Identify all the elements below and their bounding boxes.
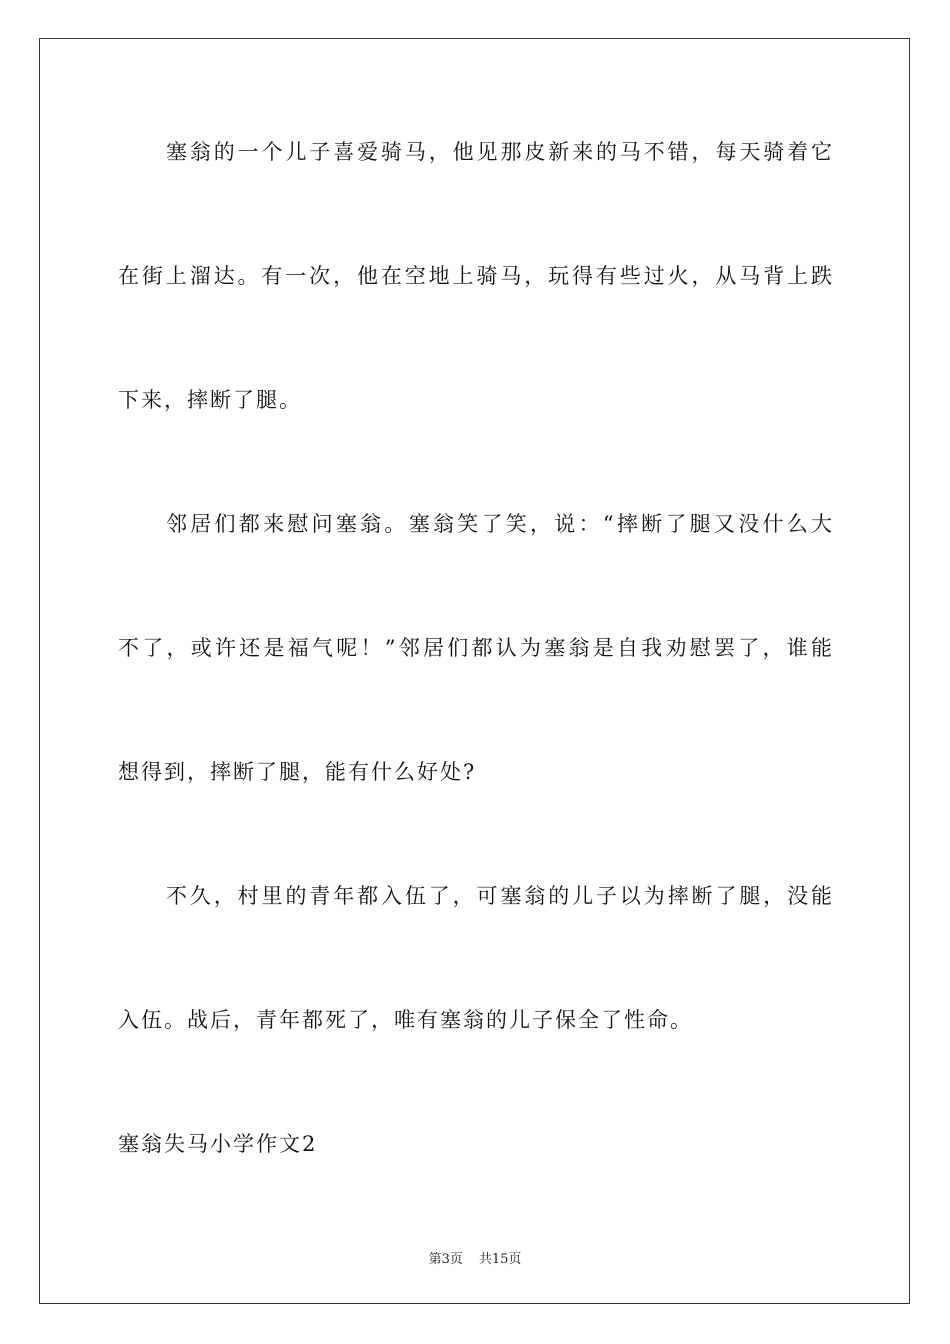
- section-heading: 塞翁失马小学作文2: [118, 1132, 318, 1156]
- paragraph-1-line-3: 下来，摔断了腿。: [118, 388, 302, 412]
- paragraph-2-line-2: 不了，或许还是福气呢！”邻居们都认为塞翁是自我劝慰罢了，谁能: [118, 636, 832, 660]
- paragraph-2-line-1: 邻居们都来慰问塞翁。塞翁笑了笑，说：“摔断了腿又没什么大: [166, 512, 832, 536]
- page-frame: [39, 38, 910, 1304]
- paragraph-3-line-1: 不久，村里的青年都入伍了，可塞翁的儿子以为摔断了腿，没能: [166, 884, 832, 908]
- paragraph-3-line-2: 入伍。战后，青年都死了，唯有塞翁的儿子保全了性命。: [118, 1008, 693, 1032]
- page-total: 共15页: [478, 1252, 522, 1267]
- paragraph-1-line-2: 在街上溜达。有一次，他在空地上骑马，玩得有些过火，从马背上跌: [118, 264, 832, 288]
- page-footer: [0, 1248, 950, 1267]
- paragraph-2-line-3: 想得到，摔断了腿，能有什么好处?: [118, 760, 477, 784]
- page-number: 第3页: [428, 1252, 463, 1267]
- paragraph-1-line-1: 塞翁的一个儿子喜爱骑马，他见那皮新来的马不错，每天骑着它: [166, 140, 832, 164]
